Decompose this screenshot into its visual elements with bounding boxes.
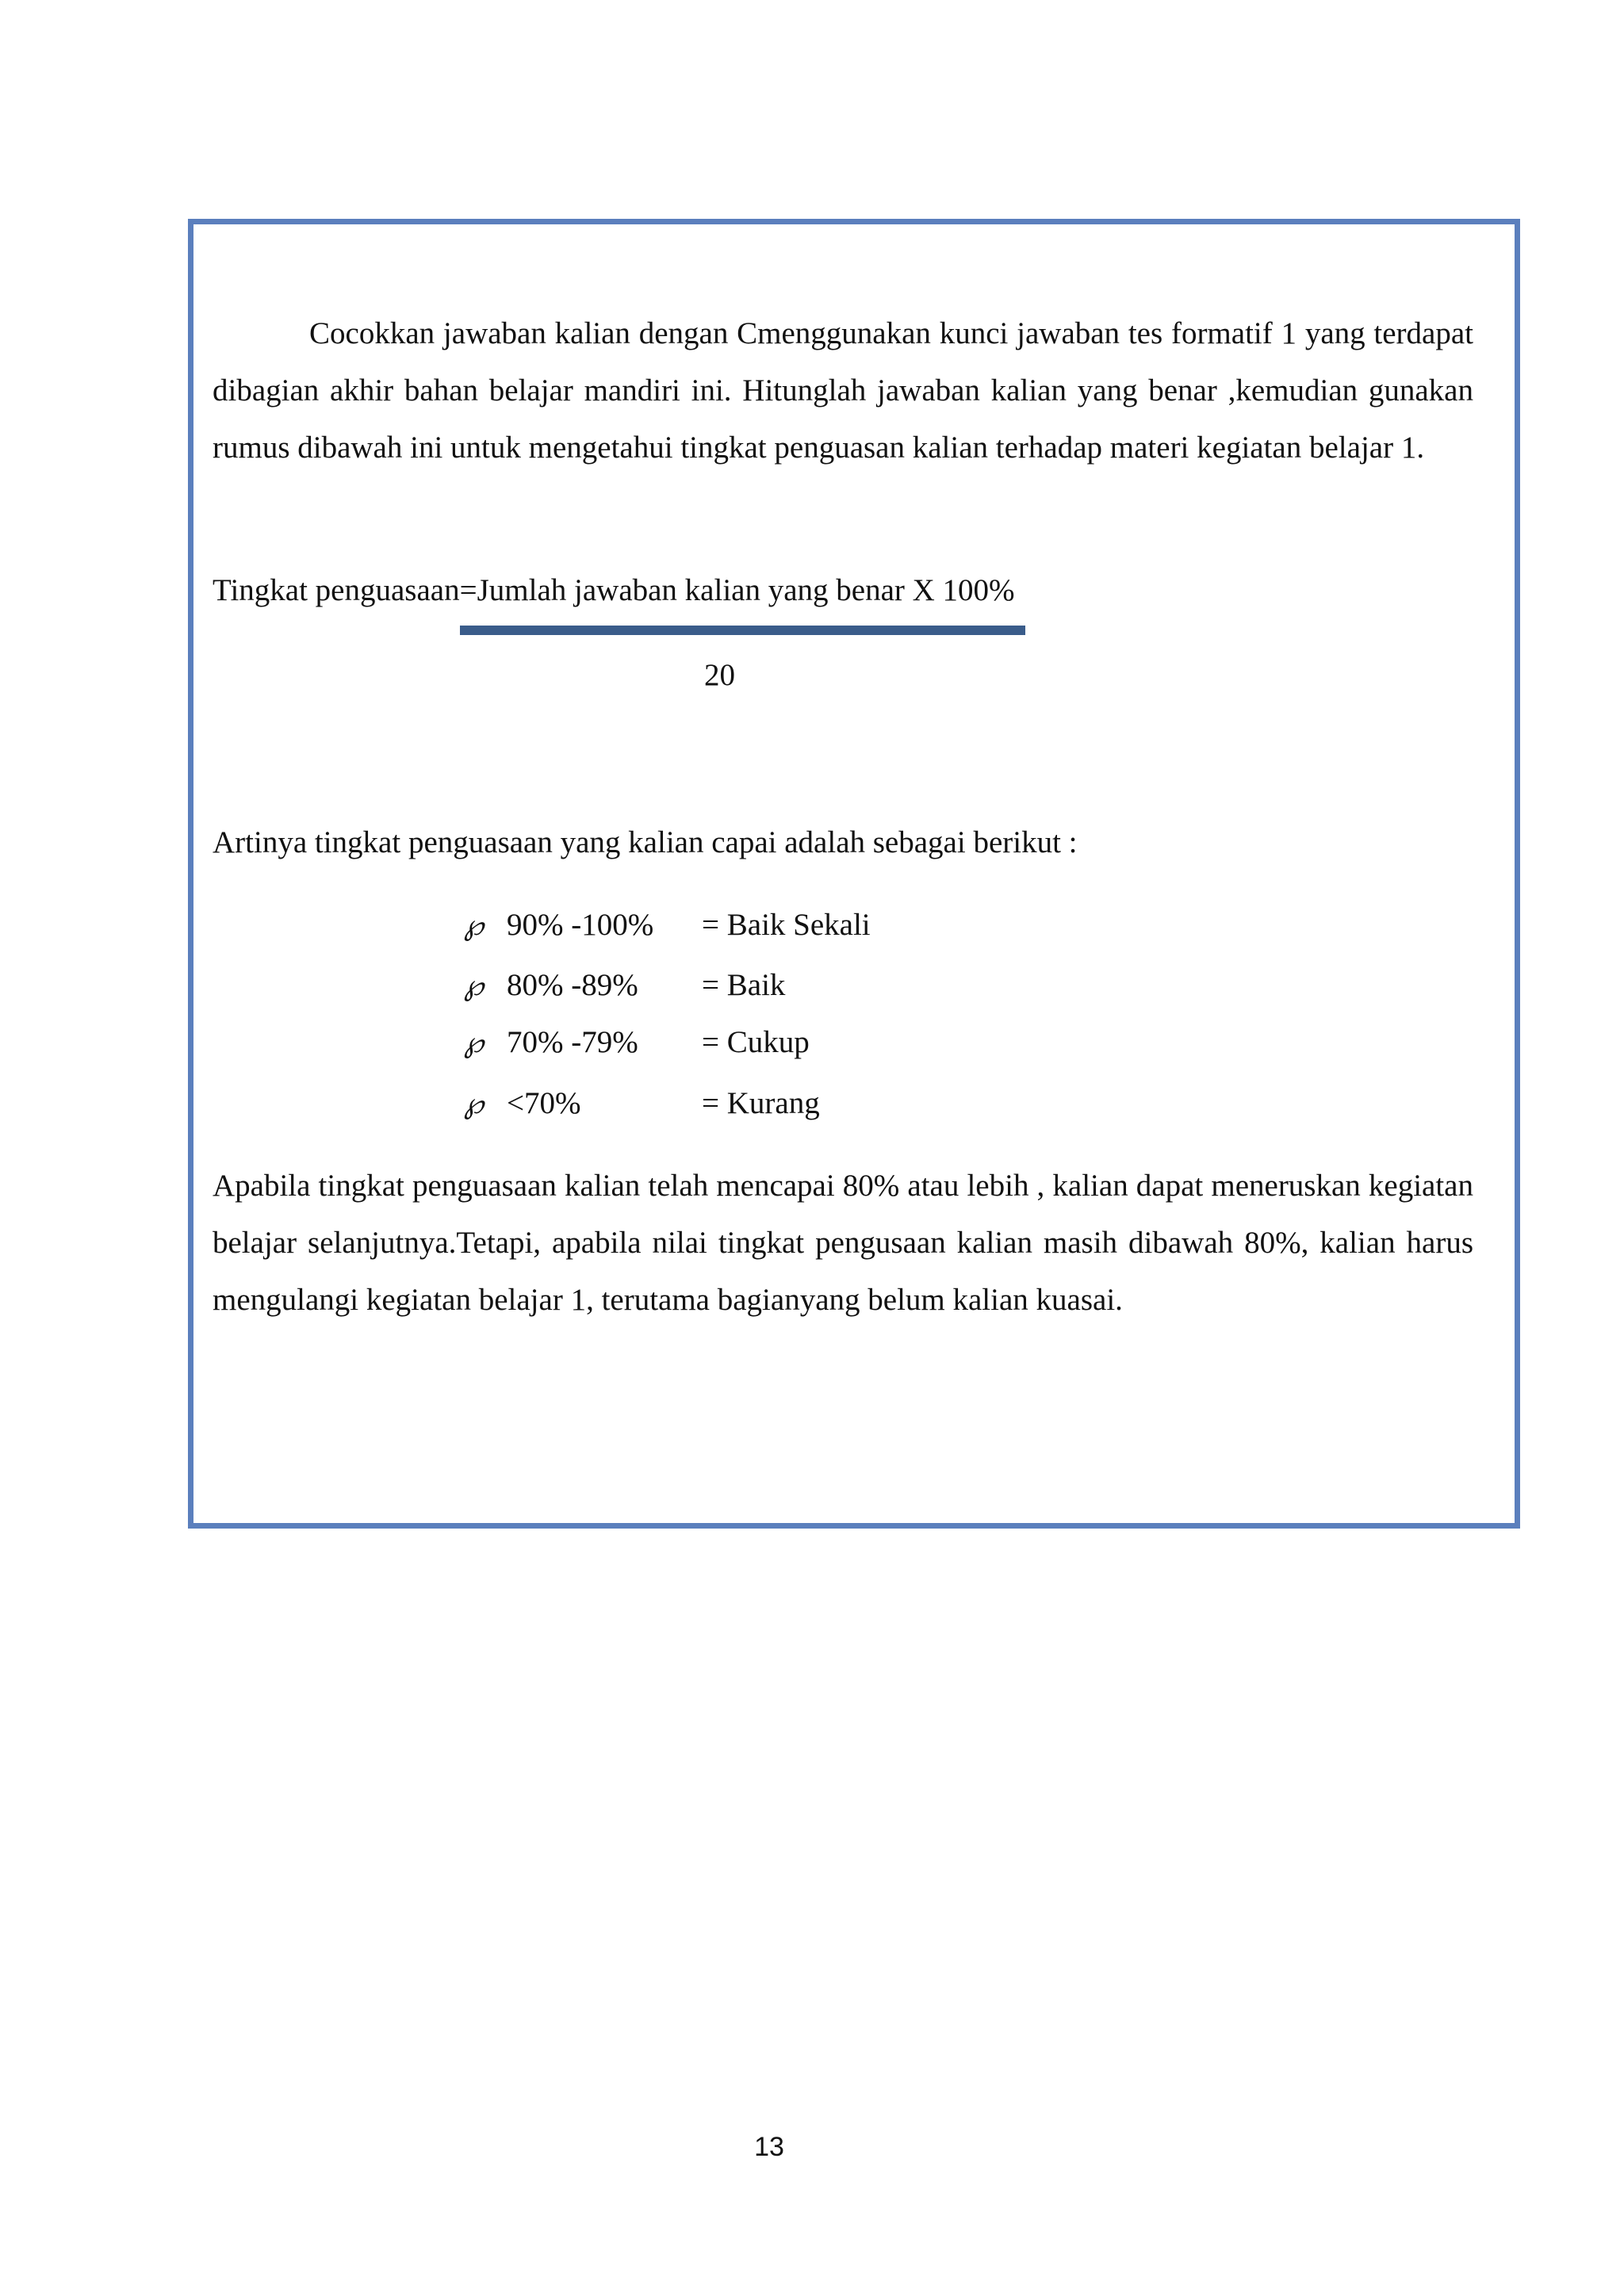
bullet-icon: ℘ <box>464 1027 485 1058</box>
level-result: = Baik Sekali <box>702 908 871 942</box>
meaning-intro: Artinya tingkat penguasaan yang kalian capai adalah sebagai berikut : <box>213 825 1078 859</box>
level-result: = Kurang <box>702 1086 820 1120</box>
bullet-icon: ℘ <box>464 970 485 1001</box>
level-result: = Cukup <box>702 1025 810 1059</box>
bullet-icon: ℘ <box>464 909 485 941</box>
intro-paragraph: Cocokkan jawaban kalian dengan Cmenggunakan kunci jawaban tes formatif 1 yang terdapat dibagian akhir bahan belajar mandiri ini. Hitunglah jawaban kalian yang benar ,kemudian gunakan rumus dibawah ini untuk mengetahui tingkat penguasan kalian terhadap materi kegiatan belajar 1. <box>213 316 1473 465</box>
formula-denominator: 20 <box>704 658 735 692</box>
level-range: 80% -89% <box>507 968 638 1002</box>
level-range: 70% -79% <box>507 1025 638 1059</box>
bullet-icon: ℘ <box>464 1088 485 1119</box>
formula-numerator: Tingkat penguasaan=Jumlah jawaban kalian yang benar X 100% <box>213 573 1015 607</box>
level-item <box>464 1019 810 1066</box>
page-number: 13 <box>754 2132 784 2162</box>
level-range: 90% -100% <box>507 908 654 942</box>
fraction-bar <box>460 626 1025 635</box>
level-result: = Baik <box>702 968 786 1002</box>
level-item <box>464 901 871 949</box>
level-item <box>464 1080 820 1127</box>
level-range: <70% <box>507 1086 581 1120</box>
level-item <box>464 962 785 1009</box>
closing-paragraph: Apabila tingkat penguasaan kalian telah mencapai 80% atau lebih , kalian dapat meneruskan kegiatan belajar selanjutnya.Tetapi, apabila nilai tingkat pengusaan kalian masih dibawah 80%, kalian harus mengulangi kegiatan belajar 1, terutama bagianyang belum kalian kuasai. <box>213 1169 1473 1317</box>
